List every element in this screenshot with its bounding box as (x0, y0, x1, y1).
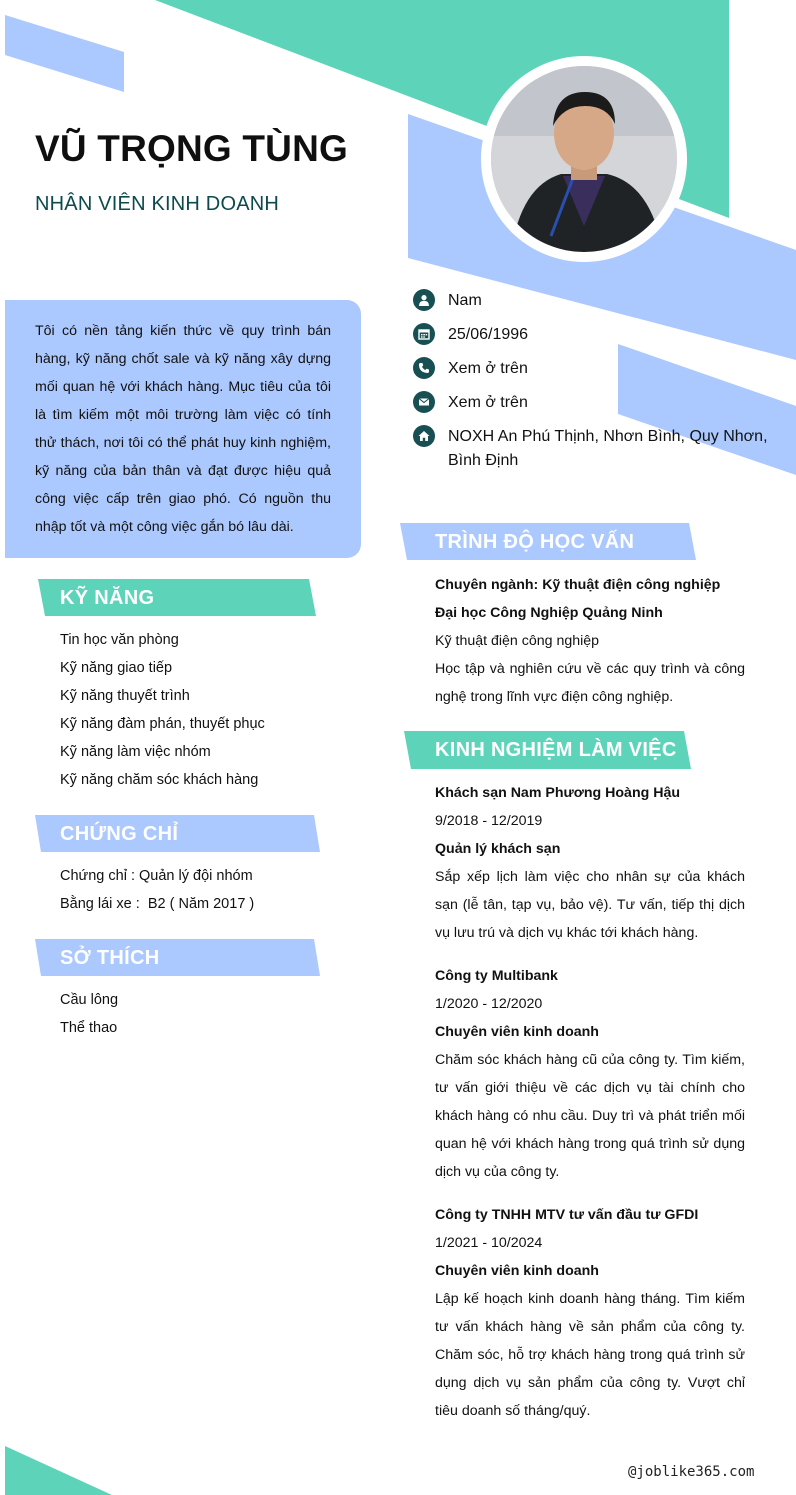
education-description: Học tập và nghiên cứu về các quy trình và công nghệ trong lĩnh vực điện công nghiệp. (435, 661, 745, 705)
user-icon (413, 289, 435, 311)
contact-email (413, 391, 778, 415)
job-period: 9/2018 - 12/2019 (435, 813, 543, 829)
hobby-item: Thể thao (60, 1020, 118, 1036)
job-company: Công ty TNHH MTV tư vấn đầu tư GFDI (435, 1207, 699, 1223)
job-period: 1/2021 - 10/2024 (435, 1235, 543, 1251)
experience-heading: KINH NGHIỆM LÀM VIỆC (435, 739, 677, 761)
phone-icon (413, 357, 435, 379)
job-period: 1/2020 - 12/2020 (435, 996, 543, 1012)
job-company: Khách sạn Nam Phương Hoàng Hậu (435, 785, 681, 801)
address-value: NOXH An Phú Thịnh, Nhơn Bình, Quy Nhơn, Bình Định (448, 428, 768, 469)
job-position: Chuyên viên kinh doanh (435, 1024, 599, 1040)
candidate-job-title: NHÂN VIÊN KINH DOANH (35, 193, 280, 215)
contact-dob (413, 323, 778, 347)
certificate-item: Bằng lái xe : B2 ( Năm 2017 ) (60, 896, 255, 912)
job-position: Quản lý khách sạn (435, 841, 561, 857)
dob-value: 25/06/1996 (448, 326, 529, 343)
gender-value: Nam (448, 292, 482, 309)
education-heading: TRÌNH ĐỘ HỌC VẤN (435, 531, 635, 553)
candidate-name: VŨ TRỌNG TÙNG (35, 128, 348, 169)
education-major: Chuyên ngành: Kỹ thuật điện công nghiệp (435, 577, 721, 593)
skill-item: Tin học văn phòng (60, 632, 179, 648)
skill-item: Kỹ năng thuyết trình (60, 688, 190, 704)
job-description: Sắp xếp lịch làm việc cho nhân sự của khách sạn (lễ tân, tạp vụ, bảo vệ). Tư vấn, tiếp thị dịch vụ lưu trú và dịch vụ khác tới khách hàng. (435, 869, 745, 941)
contact-gender (413, 289, 778, 313)
education-field: Kỹ thuật điện công nghiệp (435, 633, 600, 649)
certificate-item: Chứng chỉ : Quản lý đội nhóm (60, 868, 253, 884)
bottom-left-green-triangle (5, 1446, 112, 1495)
contact-address (413, 425, 778, 473)
job-description: Lập kế hoạch kinh doanh hàng tháng. Tìm kiếm tư vấn khách hàng về sản phẩm của công ty. Chăm sóc, hỗ trợ khách hàng trong quá trình sử dụng dịch vụ sản phẩm của công ty. Vượt chỉ tiêu doanh số tháng/quý. (435, 1291, 745, 1419)
footer-watermark: @joblike365.com (628, 1464, 755, 1480)
skill-item: Kỹ năng giao tiếp (60, 660, 173, 676)
calendar-icon (413, 323, 435, 345)
certificates-heading: CHỨNG CHỈ (60, 823, 179, 845)
education-school: Đại học Công Nghiệp Quảng Ninh (435, 605, 663, 621)
skill-item: Kỹ năng làm việc nhóm (60, 744, 211, 760)
career-objective: Tôi có nền tảng kiến thức về quy trình bán hàng, kỹ năng chốt sale và kỹ năng xây dựng mối quan hệ với khách hàng. Mục tiêu của tôi là tìm kiếm một môi trường làm việc có tính thử thách, nơi tôi có thể phát huy kinh nghiệm, kỹ năng của bản thân và đạt được hiệu quả công việc cấp trên giao phó. Có nguồn thu nhập tốt và một công việc gắn bó lâu dài. (35, 323, 331, 535)
job-position: Chuyên viên kinh doanh (435, 1263, 599, 1279)
profile-photo (491, 66, 677, 252)
skill-item: Kỹ năng chăm sóc khách hàng (60, 772, 259, 788)
mail-icon (413, 391, 435, 413)
top-left-blue-band (5, 15, 124, 92)
contact-phone (413, 357, 778, 381)
hobbies-heading: SỞ THÍCH (60, 947, 160, 969)
hobby-item: Cầu lông (60, 992, 119, 1008)
job-description: Chăm sóc khách hàng cũ của công ty. Tìm kiếm, tư vấn giới thiệu về các dịch vụ tài chính cho khách hàng có nhu cầu. Duy trì và phát triển mối quan hệ với khách hàng trong quá trình sử dụng dịch vụ của công ty. (435, 1052, 745, 1180)
job-company: Công ty Multibank (435, 968, 558, 984)
home-icon (413, 425, 435, 447)
skill-item: Kỹ năng đàm phán, thuyết phục (60, 716, 265, 732)
phone-value: Xem ở trên (448, 360, 528, 377)
email-value: Xem ở trên (448, 394, 528, 411)
skills-heading: KỸ NĂNG (60, 587, 155, 609)
